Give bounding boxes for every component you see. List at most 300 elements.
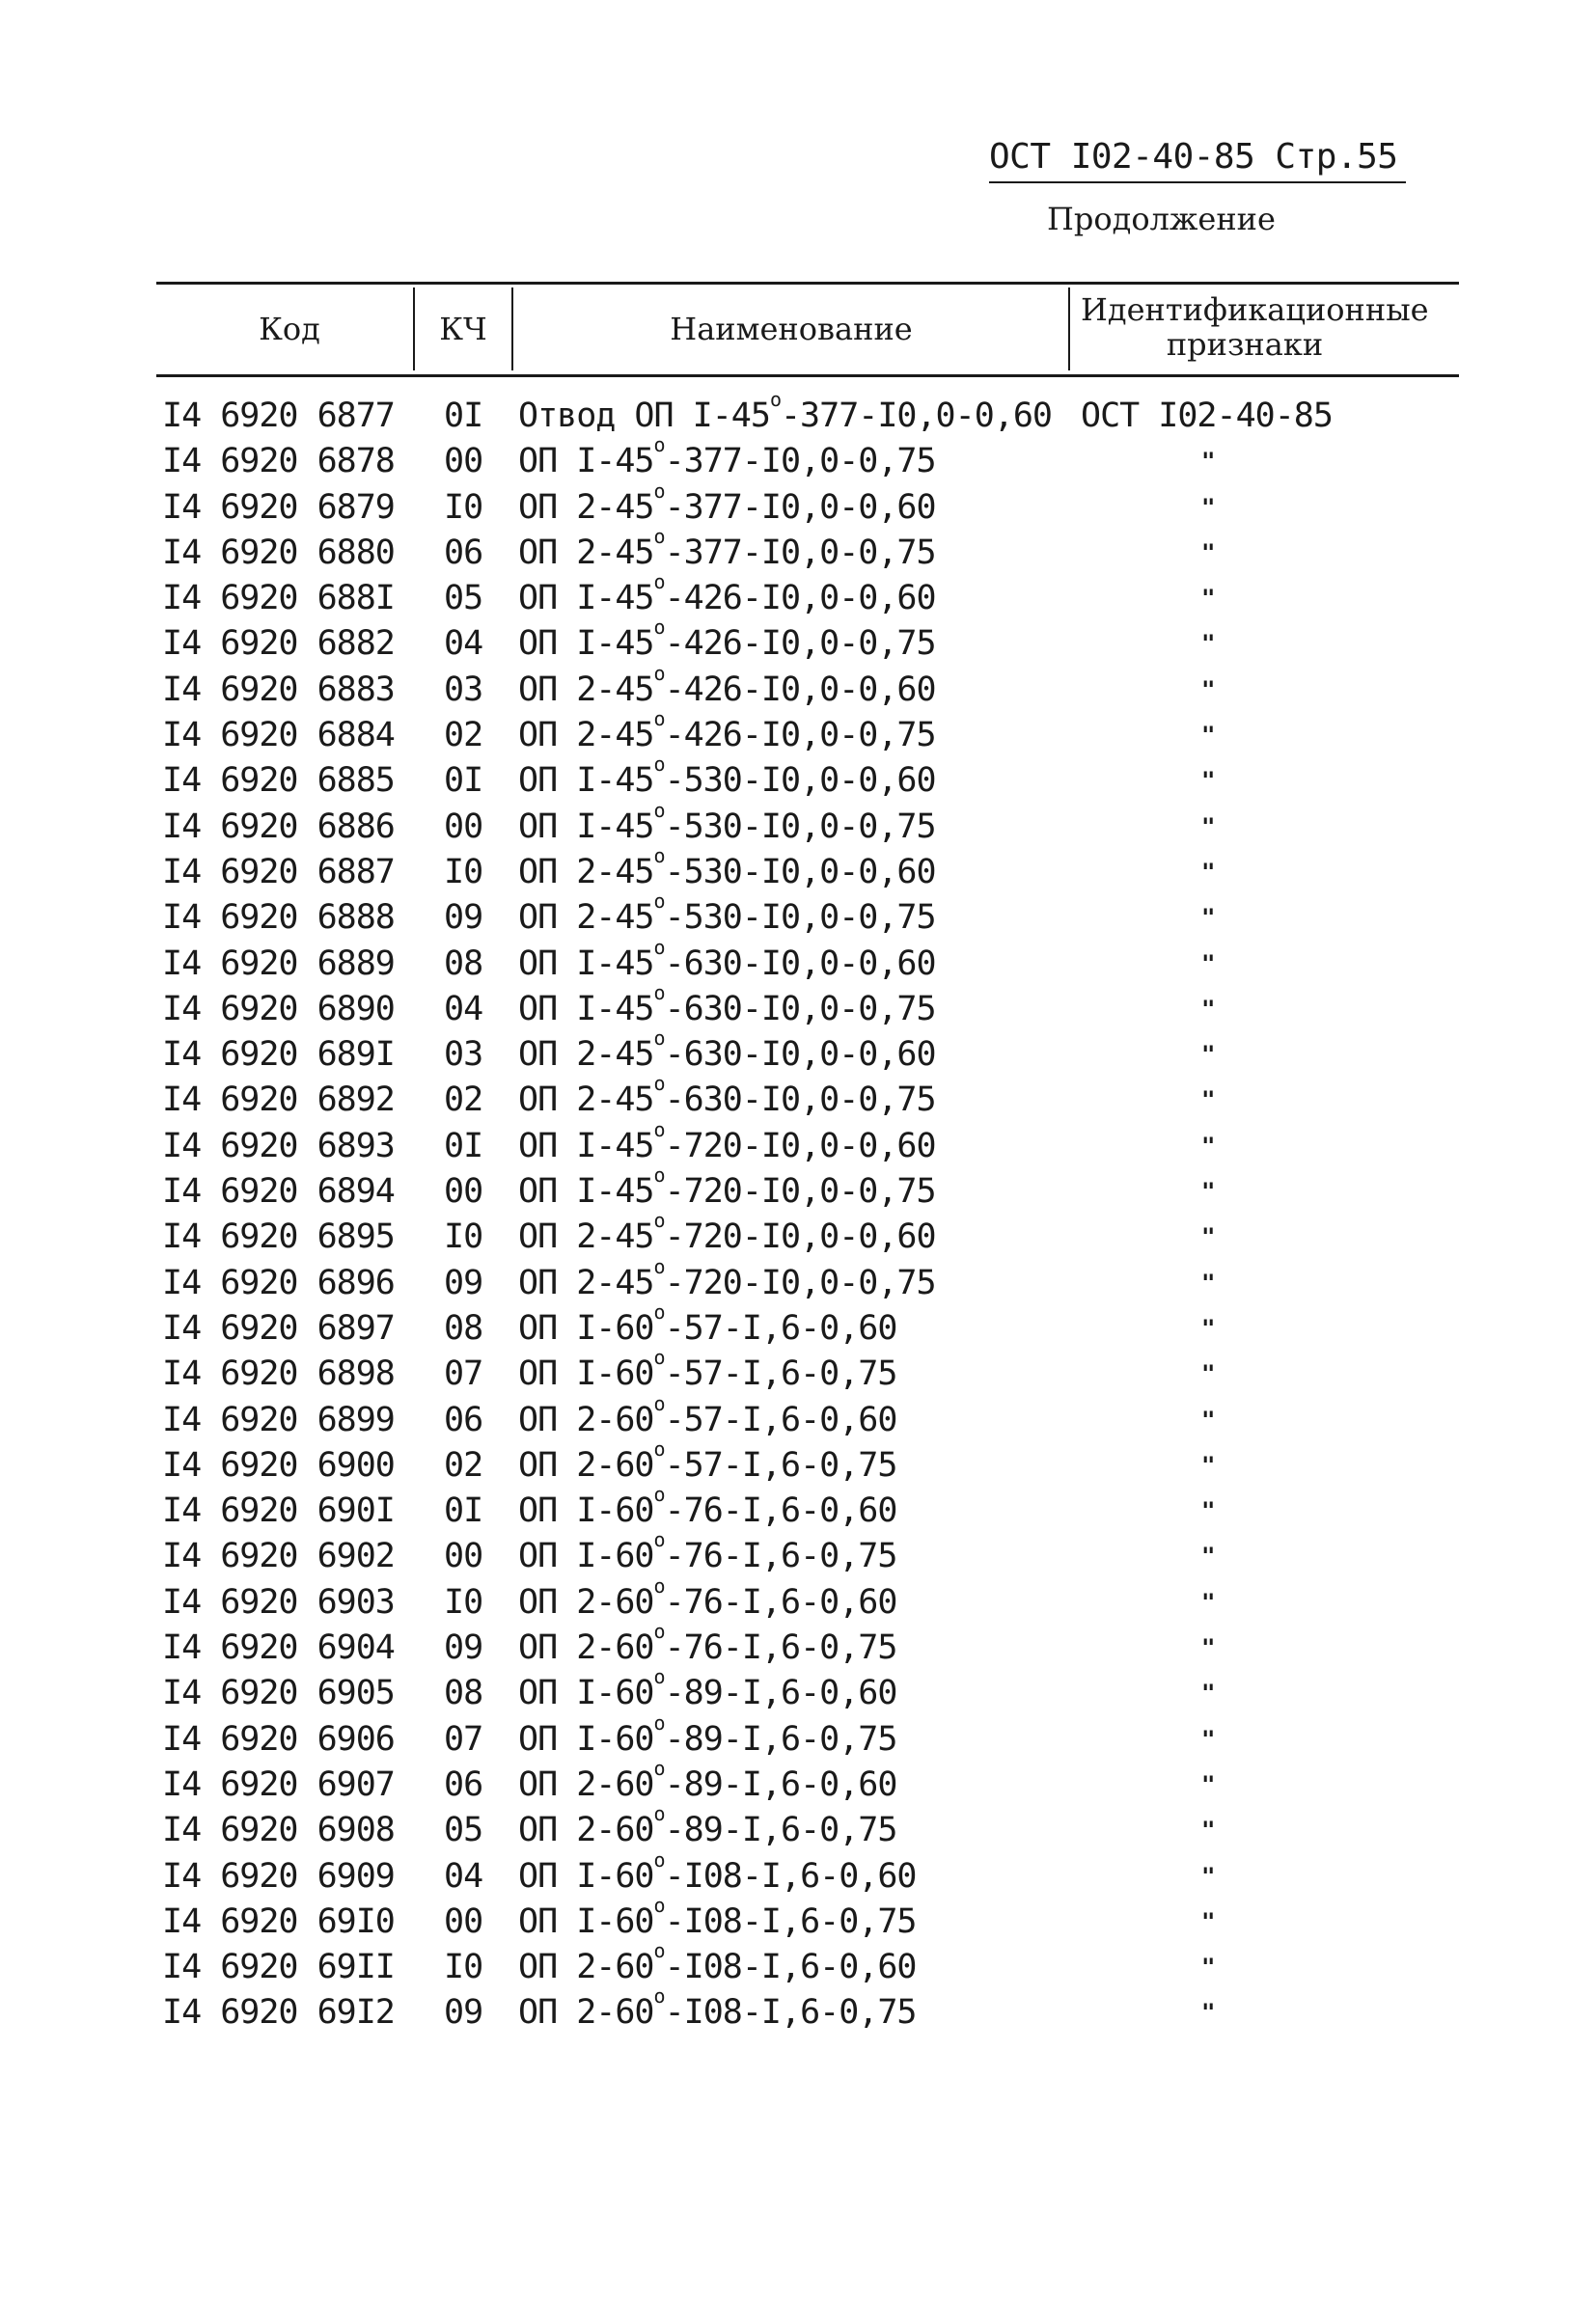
degree-sign: о bbox=[653, 1436, 665, 1461]
ditto-mark: " bbox=[1201, 1999, 1216, 2027]
ditto-mark: " bbox=[1201, 1817, 1216, 1845]
ditto-mark: " bbox=[1201, 1954, 1216, 1982]
row-name bbox=[518, 1847, 917, 1900]
row-name bbox=[518, 524, 936, 576]
ditto-mark: " bbox=[1201, 1223, 1216, 1251]
row-name-prefix: ОП 2-45 bbox=[518, 852, 654, 891]
row-name bbox=[518, 1254, 936, 1306]
row-name-prefix: ОП 2-60 bbox=[518, 1948, 654, 1987]
row-name bbox=[518, 478, 936, 531]
row-name bbox=[518, 1984, 917, 2036]
table-row bbox=[0, 388, 1596, 439]
degree-sign: о bbox=[653, 1620, 665, 1644]
row-name bbox=[518, 843, 936, 895]
row-name-prefix: ОП 2-60 bbox=[518, 1764, 654, 1804]
degree-sign: о bbox=[653, 1483, 665, 1507]
row-name bbox=[518, 1939, 917, 1990]
row-name bbox=[518, 1163, 936, 1215]
ditto-mark: " bbox=[1201, 1269, 1216, 1297]
table-row bbox=[0, 1254, 1596, 1306]
row-code: I4 6920 6887 bbox=[162, 852, 395, 891]
row-code: I4 6920 6899 bbox=[162, 1400, 395, 1439]
degree-sign: о bbox=[653, 615, 665, 640]
row-kch: 09 bbox=[444, 898, 483, 938]
ditto-mark: " bbox=[1201, 949, 1216, 977]
table-row bbox=[0, 752, 1596, 804]
table-row bbox=[0, 1847, 1596, 1900]
row-name-suffix: -630-I0,0-0,60 bbox=[664, 1035, 936, 1075]
row-name-suffix: -426-I0,0-0,60 bbox=[664, 579, 936, 618]
row-name bbox=[518, 1528, 897, 1579]
degree-sign: о bbox=[653, 1163, 665, 1188]
row-code: I4 6920 69II bbox=[162, 1948, 395, 1987]
ditto-mark: " bbox=[1201, 1451, 1216, 1479]
row-name bbox=[518, 1391, 897, 1443]
row-name-suffix: -57-I,6-0,60 bbox=[664, 1308, 897, 1348]
table-row bbox=[0, 707, 1596, 758]
row-name-prefix: ОП 2-60 bbox=[518, 1811, 654, 1850]
table-row bbox=[0, 1984, 1596, 2036]
ditto-mark: " bbox=[1201, 1588, 1216, 1616]
row-code: I4 6920 6903 bbox=[162, 1582, 395, 1622]
row-name-prefix: ОП I-60 bbox=[518, 1674, 654, 1713]
row-kch: I0 bbox=[444, 487, 483, 527]
row-name-suffix: -I08-I,6-0,60 bbox=[664, 1856, 917, 1896]
row-name-suffix: -76-I,6-0,75 bbox=[664, 1628, 897, 1668]
row-kch: 00 bbox=[444, 1901, 483, 1941]
row-name-prefix: ОП 2-60 bbox=[518, 1993, 654, 2033]
row-code: I4 6920 6878 bbox=[162, 442, 395, 481]
ditto-mark: " bbox=[1201, 585, 1216, 613]
row-code: I4 6920 6882 bbox=[162, 624, 395, 664]
degree-sign: о bbox=[653, 1710, 665, 1735]
row-code: I4 6920 689I bbox=[162, 1035, 395, 1075]
row-name-prefix: ОП 2-45 bbox=[518, 898, 654, 938]
table-row bbox=[0, 1346, 1596, 1397]
table-row bbox=[0, 1299, 1596, 1352]
row-name bbox=[518, 1756, 897, 1808]
row-code: I4 6920 6886 bbox=[162, 807, 395, 846]
continuation-label: Продолжение bbox=[1047, 201, 1276, 237]
row-code: I4 6920 6896 bbox=[162, 1263, 395, 1302]
row-kch: 09 bbox=[444, 1263, 483, 1302]
ditto-mark: " bbox=[1201, 995, 1216, 1023]
row-name-suffix: -76-I,6-0,75 bbox=[664, 1537, 897, 1576]
degree-sign: о bbox=[653, 1254, 665, 1278]
row-name-suffix: -89-I,6-0,60 bbox=[664, 1674, 897, 1713]
row-kch: 02 bbox=[444, 1445, 483, 1485]
table-row bbox=[0, 524, 1596, 576]
row-name-prefix: ОП I-60 bbox=[518, 1354, 654, 1394]
degree-sign: о bbox=[653, 889, 665, 914]
row-name-suffix: -530-I0,0-0,60 bbox=[664, 761, 936, 801]
table-row bbox=[0, 980, 1596, 1032]
row-kch: I0 bbox=[444, 1217, 483, 1257]
row-name bbox=[518, 1802, 897, 1853]
row-kch: 03 bbox=[444, 670, 483, 709]
row-name-suffix: -76-I,6-0,60 bbox=[664, 1582, 897, 1622]
row-code: I4 6920 6889 bbox=[162, 943, 395, 983]
column-header-code: Код bbox=[259, 311, 320, 347]
ditto-mark: " bbox=[1201, 1680, 1216, 1708]
row-name-prefix: ОП 2-45 bbox=[518, 1217, 654, 1257]
table-row bbox=[0, 661, 1596, 713]
row-name bbox=[518, 1665, 897, 1716]
row-kch: 07 bbox=[444, 1719, 483, 1759]
table-row bbox=[0, 1620, 1596, 1671]
row-name-suffix: -I08-I,6-0,75 bbox=[664, 1901, 917, 1941]
row-name-suffix: -377-I0,0-0,60 bbox=[780, 396, 1052, 435]
row-name-prefix: ОП I-60 bbox=[518, 1856, 654, 1896]
row-code: I4 6920 6895 bbox=[162, 1217, 395, 1257]
table-row bbox=[0, 1072, 1596, 1123]
table-row bbox=[0, 1802, 1596, 1853]
row-code: I4 6920 6888 bbox=[162, 898, 395, 938]
row-name bbox=[518, 1117, 936, 1169]
row-name-prefix: ОП 2-45 bbox=[518, 1263, 654, 1302]
degree-sign: о bbox=[653, 661, 665, 685]
row-kch: 03 bbox=[444, 1035, 483, 1075]
row-name-suffix: -76-I,6-0,60 bbox=[664, 1491, 897, 1531]
degree-sign: о bbox=[653, 752, 665, 777]
row-name-suffix: -I08-I,6-0,60 bbox=[664, 1948, 917, 1987]
row-name-suffix: -377-I0,0-0,60 bbox=[664, 487, 936, 527]
row-name-suffix: -57-I,6-0,60 bbox=[664, 1400, 897, 1439]
row-kch: 00 bbox=[444, 807, 483, 846]
row-name-suffix: -I08-I,6-0,75 bbox=[664, 1993, 917, 2033]
row-kch: 08 bbox=[444, 1308, 483, 1348]
row-name-suffix: -89-I,6-0,60 bbox=[664, 1764, 897, 1804]
row-name-prefix: ОП I-45 bbox=[518, 442, 654, 481]
row-name-prefix: ОП 2-60 bbox=[518, 1582, 654, 1622]
row-kch: 00 bbox=[444, 442, 483, 481]
row-name bbox=[518, 980, 936, 1032]
row-name-suffix: -720-I0,0-0,60 bbox=[664, 1126, 936, 1165]
row-name-suffix: -720-I0,0-0,60 bbox=[664, 1217, 936, 1257]
ditto-mark: " bbox=[1201, 1543, 1216, 1571]
row-name-suffix: -720-I0,0-0,75 bbox=[664, 1263, 936, 1302]
row-kch: 06 bbox=[444, 533, 483, 572]
column-header-ident-line1: Идентификационные bbox=[1081, 291, 1429, 328]
degree-sign: о bbox=[653, 980, 665, 1004]
row-kch: 0I bbox=[444, 396, 483, 435]
table-row bbox=[0, 843, 1596, 895]
degree-sign: о bbox=[653, 478, 665, 503]
ditto-mark: " bbox=[1201, 1406, 1216, 1434]
row-name-suffix: -377-I0,0-0,75 bbox=[664, 442, 936, 481]
table-row bbox=[0, 1163, 1596, 1215]
ditto-mark: " bbox=[1201, 1634, 1216, 1662]
row-code: I4 6920 6902 bbox=[162, 1537, 395, 1576]
table-row bbox=[0, 1665, 1596, 1716]
row-kch: I0 bbox=[444, 1948, 483, 1987]
row-kch: 08 bbox=[444, 943, 483, 983]
row-code: I4 6920 69I2 bbox=[162, 1993, 395, 2033]
row-name-suffix: -426-I0,0-0,75 bbox=[664, 624, 936, 664]
row-kch: 06 bbox=[444, 1764, 483, 1804]
ditto-mark: " bbox=[1201, 1086, 1216, 1114]
degree-sign: о bbox=[653, 1346, 665, 1370]
row-name bbox=[518, 433, 936, 484]
ditto-mark: " bbox=[1201, 1907, 1216, 1935]
row-kch: I0 bbox=[444, 1582, 483, 1622]
row-kch: 04 bbox=[444, 989, 483, 1028]
row-name-suffix: -530-I0,0-0,75 bbox=[664, 807, 936, 846]
ditto-mark: " bbox=[1201, 448, 1216, 476]
table-top-rule bbox=[156, 282, 1459, 285]
degree-sign: о bbox=[653, 1802, 665, 1826]
row-name bbox=[518, 1483, 897, 1534]
row-name-suffix: -377-I0,0-0,75 bbox=[664, 533, 936, 572]
row-code: I4 6920 6885 bbox=[162, 761, 395, 801]
row-name-prefix: ОП I-45 bbox=[518, 989, 654, 1028]
row-name bbox=[518, 752, 936, 804]
table-row bbox=[0, 1026, 1596, 1078]
row-name-suffix: -426-I0,0-0,75 bbox=[664, 716, 936, 755]
row-name bbox=[518, 889, 936, 941]
row-code: I4 6920 6877 bbox=[162, 396, 395, 435]
row-name-prefix: ОП 2-45 bbox=[518, 533, 654, 572]
ditto-mark: " bbox=[1201, 493, 1216, 521]
row-kch: 08 bbox=[444, 1674, 483, 1713]
row-name bbox=[518, 1299, 897, 1352]
row-name-suffix: -426-I0,0-0,60 bbox=[664, 670, 936, 709]
row-name bbox=[518, 615, 936, 667]
table-row bbox=[0, 615, 1596, 667]
ditto-mark: " bbox=[1201, 1041, 1216, 1069]
row-name-prefix: ОП I-60 bbox=[518, 1537, 654, 1576]
table-row bbox=[0, 570, 1596, 621]
row-name-prefix: ОП I-45 bbox=[518, 1126, 654, 1165]
row-name-prefix: ОП 2-45 bbox=[518, 716, 654, 755]
row-code: I4 6920 6879 bbox=[162, 487, 395, 527]
row-name bbox=[518, 935, 936, 987]
column-divider-1 bbox=[413, 287, 415, 370]
row-name bbox=[518, 1710, 897, 1763]
row-code: I4 6920 6890 bbox=[162, 989, 395, 1028]
row-kch: 04 bbox=[444, 1856, 483, 1896]
row-name bbox=[518, 1620, 897, 1671]
row-name-prefix: ОП I-60 bbox=[518, 1491, 654, 1531]
row-kch: I0 bbox=[444, 852, 483, 891]
column-header-ident-line2: признаки bbox=[1166, 326, 1324, 363]
row-name-suffix: -630-I0,0-0,75 bbox=[664, 989, 936, 1028]
row-name-prefix: ОП 2-45 bbox=[518, 670, 654, 709]
ditto-mark: " bbox=[1201, 630, 1216, 658]
ditto-mark: " bbox=[1201, 1178, 1216, 1206]
table-header-bottom-rule bbox=[156, 374, 1459, 377]
degree-sign: о bbox=[653, 1573, 665, 1598]
ditto-mark: " bbox=[1201, 1132, 1216, 1160]
row-name-prefix: ОП 2-60 bbox=[518, 1445, 654, 1485]
row-name bbox=[518, 1893, 917, 1945]
table-row bbox=[0, 1391, 1596, 1443]
row-name-suffix: -57-I,6-0,75 bbox=[664, 1445, 897, 1485]
table-row bbox=[0, 1893, 1596, 1945]
degree-sign: о bbox=[653, 1665, 665, 1689]
row-kch: 00 bbox=[444, 1172, 483, 1212]
row-name bbox=[518, 570, 936, 621]
row-kch: 0I bbox=[444, 761, 483, 801]
ditto-mark: " bbox=[1201, 1770, 1216, 1798]
row-name-prefix: ОП I-45 bbox=[518, 761, 654, 801]
table-row bbox=[0, 1710, 1596, 1763]
degree-sign: о bbox=[653, 798, 665, 822]
degree-sign: о bbox=[653, 935, 665, 959]
row-name-suffix: -530-I0,0-0,60 bbox=[664, 852, 936, 891]
row-name-suffix: -630-I0,0-0,60 bbox=[664, 943, 936, 983]
row-name-prefix: ОП I-45 bbox=[518, 1172, 654, 1212]
row-name-prefix: ОП I-60 bbox=[518, 1901, 654, 1941]
degree-sign: о bbox=[653, 570, 665, 594]
row-name bbox=[518, 1436, 897, 1489]
degree-sign: о bbox=[653, 843, 665, 867]
table-row bbox=[0, 433, 1596, 484]
row-kch: 00 bbox=[444, 1537, 483, 1576]
row-name-prefix: ОП 2-45 bbox=[518, 1035, 654, 1075]
ditto-mark: " bbox=[1201, 538, 1216, 566]
row-name bbox=[518, 1026, 936, 1078]
row-name-suffix: -89-I,6-0,75 bbox=[664, 1811, 897, 1850]
row-code: I4 6920 6892 bbox=[162, 1080, 395, 1120]
row-code: I4 6920 69I0 bbox=[162, 1901, 395, 1941]
row-code: I4 6920 6905 bbox=[162, 1674, 395, 1713]
column-divider-2 bbox=[511, 287, 513, 370]
column-header-kch: КЧ bbox=[439, 311, 487, 347]
degree-sign: о bbox=[653, 1299, 665, 1324]
ditto-mark: " bbox=[1201, 722, 1216, 750]
row-code: I4 6920 6906 bbox=[162, 1719, 395, 1759]
row-name-prefix: ОП 2-60 bbox=[518, 1400, 654, 1439]
table-row bbox=[0, 1939, 1596, 1990]
row-name bbox=[518, 388, 1052, 439]
row-name bbox=[518, 1209, 936, 1260]
row-kch: 02 bbox=[444, 716, 483, 755]
row-name-prefix: ОП I-45 bbox=[518, 807, 654, 846]
row-kch: 06 bbox=[444, 1400, 483, 1439]
row-name bbox=[518, 1346, 897, 1397]
degree-sign: о bbox=[653, 707, 665, 731]
row-kch: 09 bbox=[444, 1993, 483, 2033]
ditto-mark: " bbox=[1201, 767, 1216, 795]
ditto-mark: " bbox=[1201, 1497, 1216, 1525]
row-name bbox=[518, 1072, 936, 1123]
row-name-prefix: ОП I-45 bbox=[518, 624, 654, 664]
row-name-suffix: -89-I,6-0,75 bbox=[664, 1719, 897, 1759]
degree-sign: о bbox=[653, 1756, 665, 1780]
row-name-prefix: ОП I-60 bbox=[518, 1308, 654, 1348]
table-body bbox=[0, 388, 1596, 2037]
row-kch: 05 bbox=[444, 579, 483, 618]
degree-sign: о bbox=[653, 1528, 665, 1552]
degree-sign: о bbox=[653, 1847, 665, 1872]
row-name-prefix: ОП I-45 bbox=[518, 943, 654, 983]
row-code: I4 6920 6893 bbox=[162, 1126, 395, 1165]
row-name bbox=[518, 798, 936, 850]
row-code: I4 6920 688I bbox=[162, 579, 395, 618]
row-kch: 09 bbox=[444, 1628, 483, 1668]
ditto-mark: " bbox=[1201, 812, 1216, 840]
row-code: I4 6920 6904 bbox=[162, 1628, 395, 1668]
table-row bbox=[0, 1117, 1596, 1169]
ditto-mark: " bbox=[1201, 1314, 1216, 1342]
degree-sign: о bbox=[653, 1939, 665, 1963]
row-name bbox=[518, 707, 936, 758]
row-code: I4 6920 6897 bbox=[162, 1308, 395, 1348]
row-kch: 0I bbox=[444, 1491, 483, 1531]
row-ident: ОСТ I02-40-85 bbox=[1081, 396, 1333, 435]
row-kch: 04 bbox=[444, 624, 483, 664]
table-row bbox=[0, 935, 1596, 987]
ditto-mark: " bbox=[1201, 858, 1216, 886]
row-kch: 02 bbox=[444, 1080, 483, 1120]
row-code: I4 6920 6880 bbox=[162, 533, 395, 572]
row-name-suffix: -530-I0,0-0,75 bbox=[664, 898, 936, 938]
column-header-name: Наименование bbox=[670, 311, 913, 347]
row-kch: 0I bbox=[444, 1126, 483, 1165]
row-code: I4 6920 6900 bbox=[162, 1445, 395, 1485]
degree-sign: о bbox=[653, 1984, 665, 2009]
row-code: I4 6920 6909 bbox=[162, 1856, 395, 1896]
row-code: I4 6920 6898 bbox=[162, 1354, 395, 1394]
table-row bbox=[0, 1436, 1596, 1489]
row-name bbox=[518, 1573, 897, 1626]
standard-reference bbox=[989, 137, 1404, 177]
degree-sign: о bbox=[653, 1391, 665, 1415]
row-name-prefix: Отвод ОП I-45 bbox=[518, 396, 770, 435]
table-row bbox=[0, 798, 1596, 850]
table-row bbox=[0, 889, 1596, 941]
reference-underline bbox=[989, 181, 1406, 183]
degree-sign: о bbox=[653, 1893, 665, 1917]
ditto-mark: " bbox=[1201, 1725, 1216, 1753]
ditto-mark: " bbox=[1201, 1862, 1216, 1890]
table-row bbox=[0, 1483, 1596, 1534]
row-name-prefix: ОП 2-60 bbox=[518, 1628, 654, 1668]
row-name-suffix: -720-I0,0-0,75 bbox=[664, 1172, 936, 1212]
row-code: I4 6920 6907 bbox=[162, 1764, 395, 1804]
row-kch: 05 bbox=[444, 1811, 483, 1850]
standard-reference-text: ОСТ I02-40-85 Стр.55 bbox=[989, 137, 1398, 177]
degree-sign: о bbox=[653, 1072, 665, 1096]
row-code: I4 6920 6908 bbox=[162, 1811, 395, 1850]
degree-sign: о bbox=[653, 1117, 665, 1141]
row-code: I4 6920 6884 bbox=[162, 716, 395, 755]
ditto-mark: " bbox=[1201, 1360, 1216, 1388]
row-name-prefix: ОП 2-45 bbox=[518, 1080, 654, 1120]
degree-sign: о bbox=[653, 1026, 665, 1051]
row-code: I4 6920 690I bbox=[162, 1491, 395, 1531]
degree-sign: о bbox=[653, 433, 665, 457]
row-name-prefix: ОП 2-45 bbox=[518, 487, 654, 527]
ditto-mark: " bbox=[1201, 904, 1216, 932]
row-name-prefix: ОП I-45 bbox=[518, 579, 654, 618]
table-row bbox=[0, 478, 1596, 531]
row-kch: 07 bbox=[444, 1354, 483, 1394]
ditto-mark: " bbox=[1201, 675, 1216, 703]
column-divider-3 bbox=[1068, 287, 1070, 370]
row-name bbox=[518, 661, 936, 713]
row-name-prefix: ОП I-60 bbox=[518, 1719, 654, 1759]
degree-sign: о bbox=[769, 388, 781, 411]
row-code: I4 6920 6883 bbox=[162, 670, 395, 709]
degree-sign: о bbox=[653, 1209, 665, 1233]
row-name-suffix: -57-I,6-0,75 bbox=[664, 1354, 897, 1394]
table-row bbox=[0, 1209, 1596, 1260]
table-row bbox=[0, 1528, 1596, 1579]
table-row bbox=[0, 1756, 1596, 1808]
row-code: I4 6920 6894 bbox=[162, 1172, 395, 1212]
